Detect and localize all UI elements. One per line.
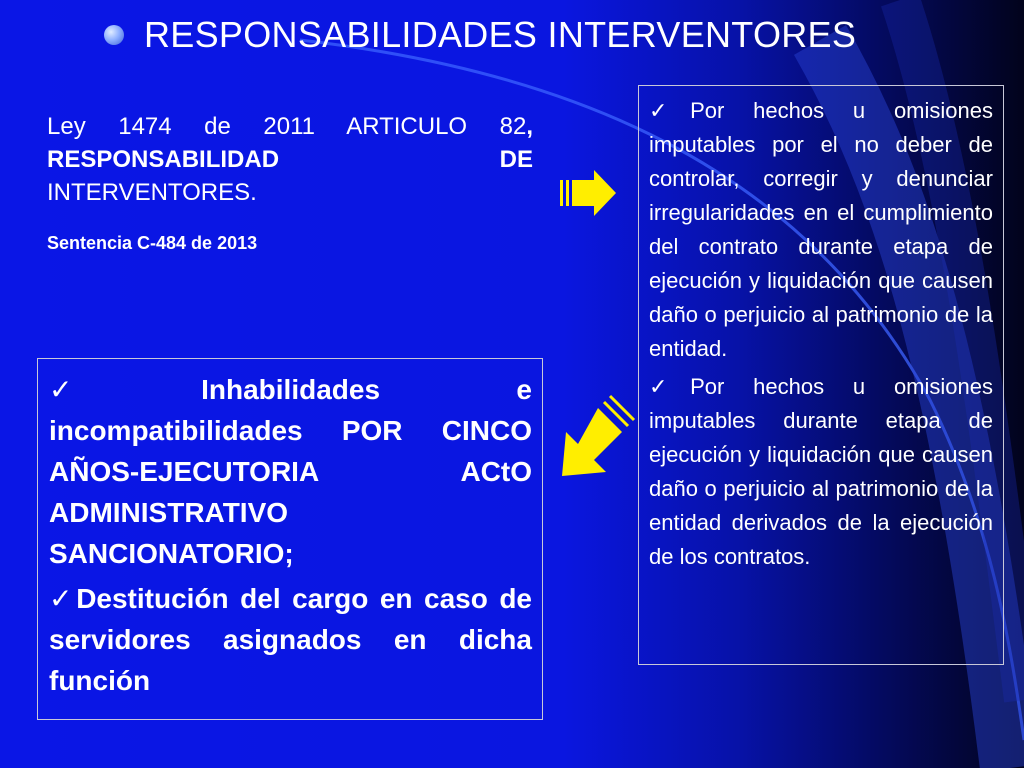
law-strong-text: RESPONSABILIDAD DE <box>47 146 533 173</box>
sanction-item <box>49 369 532 574</box>
title-row <box>104 14 856 56</box>
sanction-item <box>49 578 532 701</box>
liability-box <box>638 85 1004 665</box>
check-icon: ✓ <box>49 374 202 405</box>
down-left-arrow-icon <box>552 392 636 484</box>
check-icon: ✓ <box>649 374 691 399</box>
sentencia-reference: Sentencia C-484 de 2013 <box>47 233 258 253</box>
law-comma: , <box>526 113 533 140</box>
check-icon: ✓ <box>649 98 691 123</box>
sanctions-box <box>37 358 543 720</box>
slide-title: RESPONSABILIDADES INTERVENTORES <box>144 14 857 55</box>
check-icon: ✓ <box>49 583 77 614</box>
sanction-text: Inhabilidades e incompatibilidades POR CINCO AÑOS-EJECUTORIA ACtO ADMINISTRATIVO SANCIONATORIO; <box>49 374 532 569</box>
law-rest: INTERVENTORES. <box>47 179 257 206</box>
law-prefix: Ley 1474 de 2011 ARTICULO 82 <box>47 113 527 140</box>
liability-item <box>649 94 993 366</box>
law-reference <box>47 110 533 209</box>
sanction-text: Destitución del cargo en caso de servidores asignados en dicha función <box>49 583 532 696</box>
bullet-dot-icon <box>104 25 124 45</box>
right-arrow-icon <box>558 168 618 218</box>
liability-item <box>649 370 993 574</box>
liability-text: Por hechos u omisiones imputables por el no deber de controlar, corregir y denunciar irregularidades en el cumplimiento del contrato durante etapa de ejecución y liquidación que causen daño o perjuicio al patrimonio de la entidad. <box>649 98 993 361</box>
liability-text: Por hechos u omisiones imputables durante etapa de ejecución y liquidación que causen daño o perjuicio al patrimonio de la entidad derivados de la ejecución de los contratos. <box>649 374 993 569</box>
